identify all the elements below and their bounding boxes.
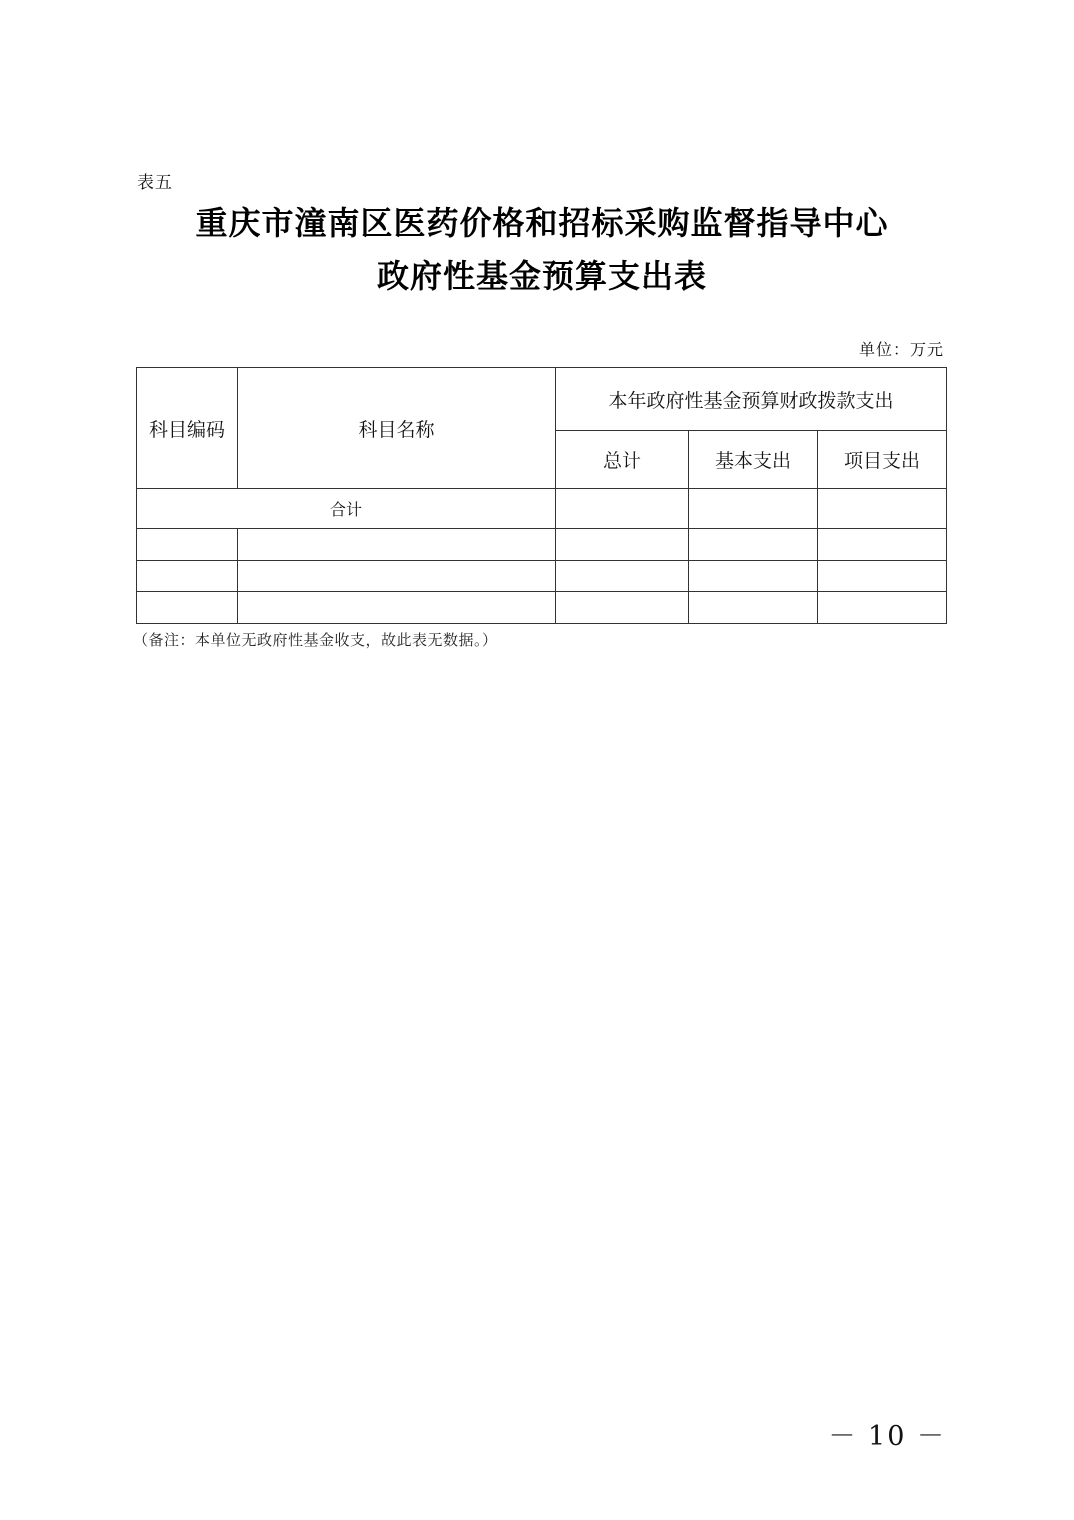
total-row-total — [556, 489, 689, 529]
row-name — [238, 592, 556, 624]
unit-label: 单位：万元 — [858, 340, 944, 359]
total-row-project — [818, 489, 947, 529]
table-row — [137, 529, 947, 561]
table-row — [137, 561, 947, 592]
row-basic — [689, 592, 818, 624]
row-project — [818, 561, 947, 592]
row-code — [137, 592, 238, 624]
row-project — [818, 592, 947, 624]
header-total: 总计 — [556, 431, 689, 489]
budget-table — [136, 367, 947, 624]
table-total-row — [137, 489, 947, 529]
table-row — [137, 592, 947, 624]
row-name — [238, 561, 556, 592]
header-project-expenditure: 项目支出 — [818, 431, 947, 489]
row-project — [818, 529, 947, 561]
document-subtitle: 政府性基金预算支出表 — [376, 257, 707, 295]
header-basic-expenditure: 基本支出 — [689, 431, 818, 489]
row-name — [238, 529, 556, 561]
total-row-label: 合计 — [137, 489, 556, 529]
total-row-basic — [689, 489, 818, 529]
document-title: 重庆市潼南区医药价格和招标采购监督指导中心 — [195, 204, 889, 242]
row-total — [556, 529, 689, 561]
page-number: － 10 － — [828, 1421, 946, 1452]
row-code — [137, 529, 238, 561]
row-total — [556, 592, 689, 624]
row-basic — [689, 529, 818, 561]
table-note: （备注：本单位无政府性基金收支，故此表无数据。） — [133, 631, 498, 649]
row-total — [556, 561, 689, 592]
header-subject-code: 科目编码 — [137, 368, 238, 489]
header-subject-name: 科目名称 — [238, 368, 556, 489]
row-code — [137, 561, 238, 592]
table-label: 表五 — [137, 173, 173, 193]
row-basic — [689, 561, 818, 592]
table-header-row — [137, 368, 947, 431]
header-appropriation-group: 本年政府性基金预算财政拨款支出 — [556, 368, 947, 431]
